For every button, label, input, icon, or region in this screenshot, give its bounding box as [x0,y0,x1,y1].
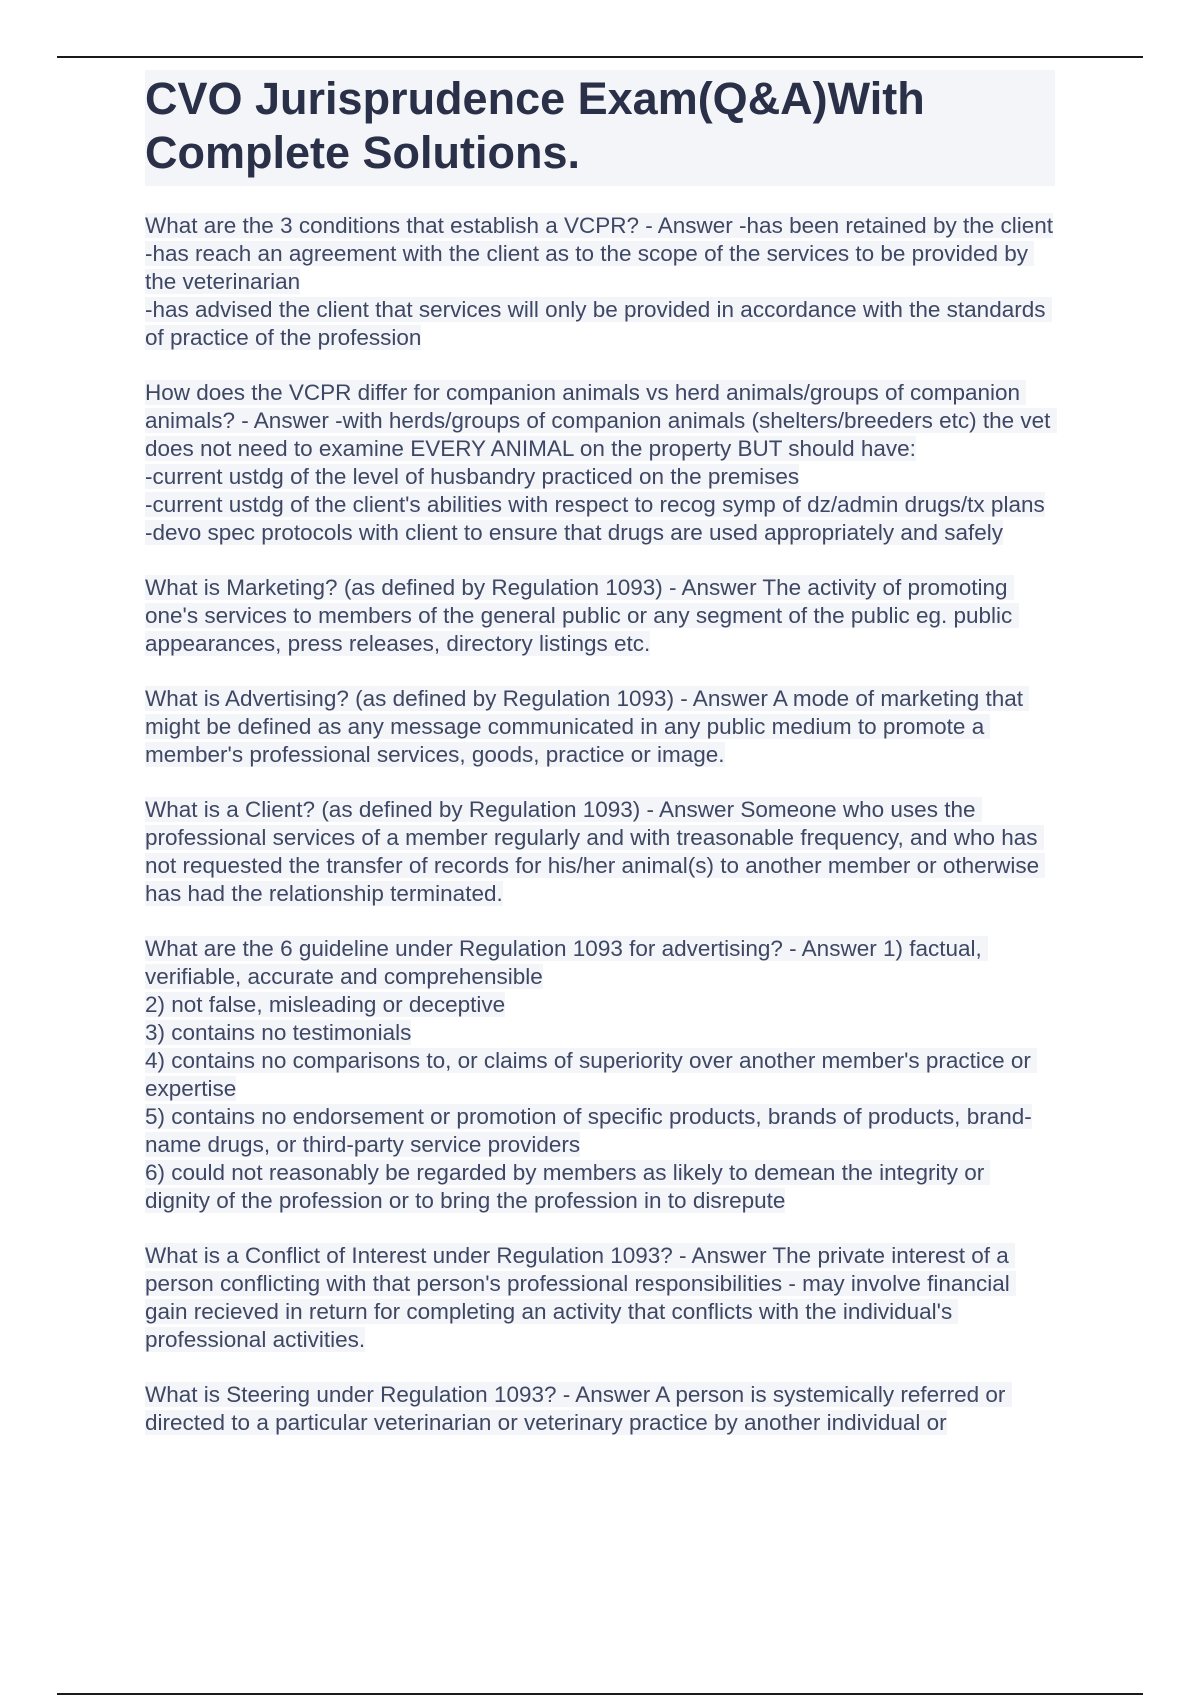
qa-line: What are the 3 conditions that establish a VCPR? - Answer -has been retained by the client [145,213,1054,238]
qa-line: 3) contains no testimonials [145,1020,412,1045]
qa-line: What is Advertising? (as defined by Regulation 1093) - Answer A mode of marketing that might be defined as any message communicated in any public medium to promote a member's professional services, goods, practice or image. [145,686,1030,767]
qa-item [145,796,1055,908]
qa-item [145,685,1055,769]
qa-line: 2) not false, misleading or deceptive [145,992,506,1017]
document-body [145,70,1055,1464]
qa-line: What is a Conflict of Interest under Regulation 1093? - Answer The private interest of a person conflicting with that person's professional responsibilities - may involve financial gain recieved in return for completing an activity that conflicts with the individual's professional activities. [145,1243,1016,1352]
qa-line: -devo spec protocols with client to ensure that drugs are used appropriately and safely [145,520,1003,545]
qa-item [145,1242,1055,1354]
qa-line: How does the VCPR differ for companion animals vs herd animals/groups of companion animals? - Answer -with herds/groups of companion animals (shelters/breeders etc) the vet does not need to examine EVERY ANIMAL on the property BUT should have: [145,380,1057,461]
title-block [145,70,1055,186]
qa-item [145,574,1055,658]
qa-line: -has reach an agreement with the client as to the scope of the services to be provided by the veterinarian [145,241,1035,294]
qa-item [145,212,1055,352]
qa-line: -has advised the client that services will only be provided in accordance with the standards of practice of the profession [145,297,1052,350]
bottom-rule [57,1693,1143,1695]
top-rule [57,56,1143,58]
qa-line: 4) contains no comparisons to, or claims of superiority over another member's practice or expertise [145,1048,1038,1101]
qa-item [145,379,1055,547]
qa-line: -current ustdg of the level of husbandry practiced on the premises [145,464,800,489]
qa-line: -current ustdg of the client's abilities with respect to recog symp of dz/admin drugs/tx plans [145,492,1045,517]
qa-line: What is a Client? (as defined by Regulation 1093) - Answer Someone who uses the professional services of a member regularly and with treasonable frequency, and who has not requested the transfer of records for his/her animal(s) to another member or otherwise has had the relationship terminated. [145,797,1046,906]
qa-item [145,1381,1055,1437]
qa-line: 6) could not reasonably be regarded by members as likely to demean the integrity or dignity of the profession or to bring the profession in to disrepute [145,1160,991,1213]
page-title: CVO Jurisprudence Exam(Q&A)With Complete Solutions. [145,73,925,178]
qa-item [145,935,1055,1215]
qa-line: What is Marketing? (as defined by Regulation 1093) - Answer The activity of promoting one's services to members of the general public or any segment of the public eg. public appearances, press releases, directory listings etc. [145,575,1019,656]
qa-line: What is Steering under Regulation 1093? - Answer A person is systemically referred or directed to a particular veterinarian or veterinary practice by another individual or [145,1382,1012,1435]
qa-line: What are the 6 guideline under Regulation 1093 for advertising? - Answer 1) factual, verifiable, accurate and comprehensible [145,936,989,989]
qa-line: 5) contains no endorsement or promotion of specific products, brands of products, brand-name drugs, or third-party service providers [145,1104,1032,1157]
